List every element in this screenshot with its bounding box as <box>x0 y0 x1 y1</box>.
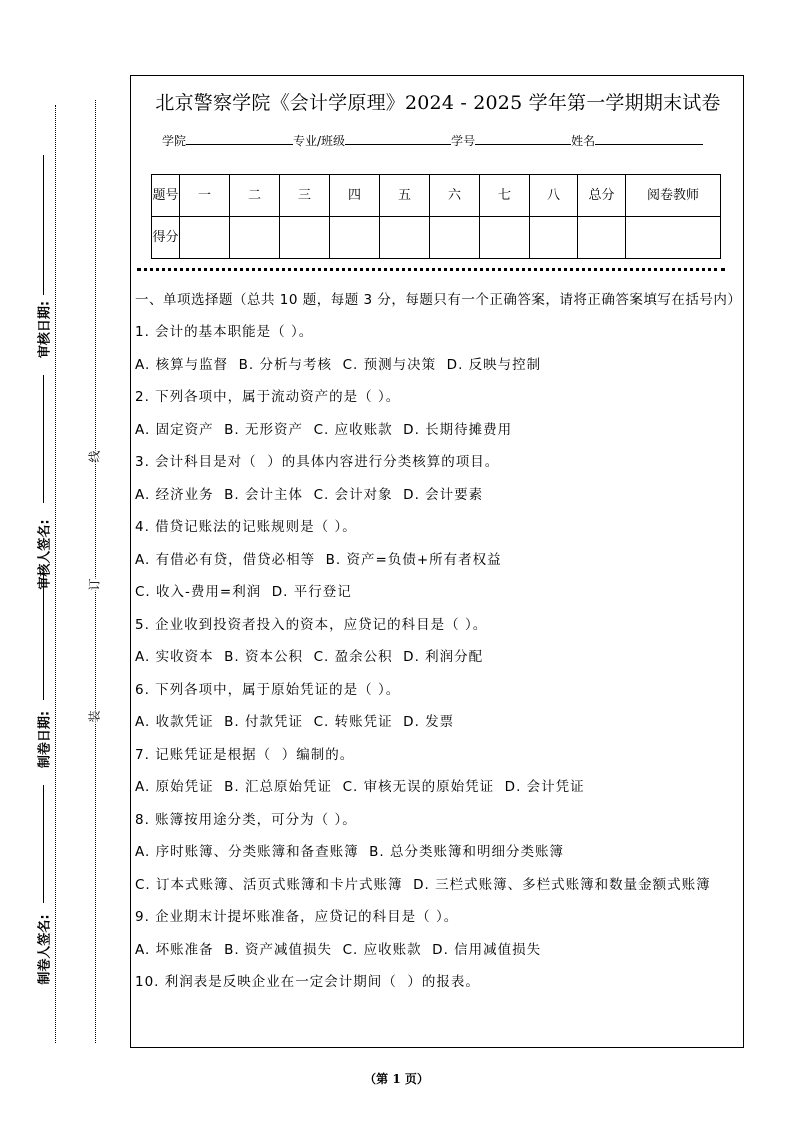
score-cell[interactable] <box>430 217 480 259</box>
binding-char-zhuang: 装 <box>84 710 105 722</box>
options-line: A. 序时账簿、分类账簿和备查账簿 B. 总分类账簿和明细分类账簿 <box>135 844 565 860</box>
major-field[interactable] <box>345 132 451 145</box>
dotted-separator <box>137 268 725 271</box>
question-line: 6. 下列各项中，属于原始凭证的是（ ）。 <box>135 681 401 698</box>
student-id-label: 学号 <box>451 134 476 148</box>
score-cell[interactable] <box>280 217 330 259</box>
score-cell-total[interactable] <box>578 217 626 259</box>
options-line: C. 订本式账簿、活页式账簿和卡片式账簿 D. 三栏式账簿、多栏式账簿和数量金额式账簿 <box>135 876 711 893</box>
score-cell[interactable] <box>330 217 380 259</box>
options-line: C. 收入-费用=利润 D. 平行登记 <box>135 584 352 600</box>
binding-strip <box>0 0 128 1122</box>
col-header-grader: 阅卷教师 <box>626 175 721 217</box>
reviewer-sign-label: 审核人签名: <box>37 519 53 590</box>
options-line: A. 有借必有贷，借贷必相等 B. 资产=负债+所有者权益 <box>135 551 502 568</box>
col-header: 六 <box>430 175 480 217</box>
page-title: 北京警察学院《会计学原理》2024 - 2025 学年第一学期期末试卷 <box>155 92 721 114</box>
reviewer-date-label: 审核日期: <box>37 300 53 359</box>
score-cell[interactable] <box>480 217 530 259</box>
dotted-line-right <box>95 100 96 1043</box>
dotted-line-left <box>55 105 56 1043</box>
options-line: A. 原始凭证 B. 汇总原始凭证 C. 审核无误的原始凭证 D. 会计凭证 <box>135 779 585 795</box>
options-line: A. 固定资产 B. 无形资产 C. 应收账款 D. 长期待摊费用 <box>135 421 513 438</box>
section-title: 一、单项选择题（总共 10 题，每题 3 分，每题只有一个正确答案，请将正确答案填写在括号内） <box>135 292 742 308</box>
col-header: 八 <box>530 175 578 217</box>
binding-char-ding: 订 <box>84 578 105 590</box>
exam-frame <box>130 75 744 1048</box>
student-info-row <box>162 132 703 149</box>
col-header-total: 总分 <box>578 175 626 217</box>
question-line: 5. 企业收到投资者投入的资本，应贷记的科目是（ ）。 <box>135 616 488 633</box>
question-line: 2. 下列各项中，属于流动资产的是（ ）。 <box>135 389 401 405</box>
score-cell-grader[interactable] <box>626 217 721 259</box>
maker-sign-label: 制卷人签名: <box>37 914 53 985</box>
score-table-header-row <box>152 175 721 217</box>
col-header: 三 <box>280 175 330 217</box>
major-label: 专业/班级 <box>293 134 346 148</box>
col-header: 一 <box>180 175 230 217</box>
score-cell[interactable] <box>180 217 230 259</box>
question-line: 8. 账簿按用途分类，可分为（ ）。 <box>135 811 357 828</box>
col-header: 七 <box>480 175 530 217</box>
college-field[interactable] <box>186 132 293 145</box>
question-line: 4. 借贷记账法的记账规则是（ ）。 <box>135 519 357 535</box>
row-label-question-no: 题号 <box>152 175 180 217</box>
options-line: A. 收款凭证 B. 付款凭证 C. 转账凭证 D. 发票 <box>135 714 455 730</box>
options-line: A. 坏账准备 B. 资产减值损失 C. 应收账款 D. 信用减值损失 <box>135 941 542 958</box>
question-line: 10. 利润表是反映企业在一定会计期间（ ）的报表。 <box>135 974 480 990</box>
college-label: 学院 <box>162 134 187 148</box>
question-line: 3. 会计科目是对（ ）的具体内容进行分类核算的项目。 <box>135 454 500 470</box>
score-table-score-row <box>152 217 721 259</box>
score-cell[interactable] <box>230 217 280 259</box>
options-line: A. 实收资本 B. 资本公积 C. 盈余公积 D. 利润分配 <box>135 649 484 665</box>
maker-sign-line <box>43 785 44 903</box>
score-cell[interactable] <box>380 217 430 259</box>
question-line: 1. 会计的基本职能是（ ）。 <box>135 324 314 340</box>
reviewer-sign-line <box>43 375 44 503</box>
row-label-score: 得分 <box>152 217 180 259</box>
question-line: 7. 记账凭证是根据（ ）编制的。 <box>135 746 355 763</box>
maker-date-label: 制卷日期: <box>37 710 53 769</box>
score-table <box>151 174 721 259</box>
reviewer-date-line <box>43 155 44 295</box>
options-line: A. 经济业务 B. 会计主体 C. 会计对象 D. 会计要素 <box>135 486 484 503</box>
options-line: A. 核算与监督 B. 分析与考核 C. 预测与决策 D. 反映与控制 <box>135 356 542 373</box>
name-label: 姓名 <box>571 134 596 148</box>
question-section <box>135 290 742 1005</box>
score-cell[interactable] <box>530 217 578 259</box>
binding-char-xian: 线 <box>84 450 105 462</box>
col-header: 四 <box>330 175 380 217</box>
maker-date-line <box>43 575 44 700</box>
col-header: 二 <box>230 175 280 217</box>
col-header: 五 <box>380 175 430 217</box>
student-id-field[interactable] <box>475 132 571 145</box>
question-line: 9. 企业期末计提坏账准备，应贷记的科目是（ ）。 <box>135 909 459 925</box>
page-number: （第 1 页） <box>364 1072 429 1086</box>
name-field[interactable] <box>595 132 703 145</box>
